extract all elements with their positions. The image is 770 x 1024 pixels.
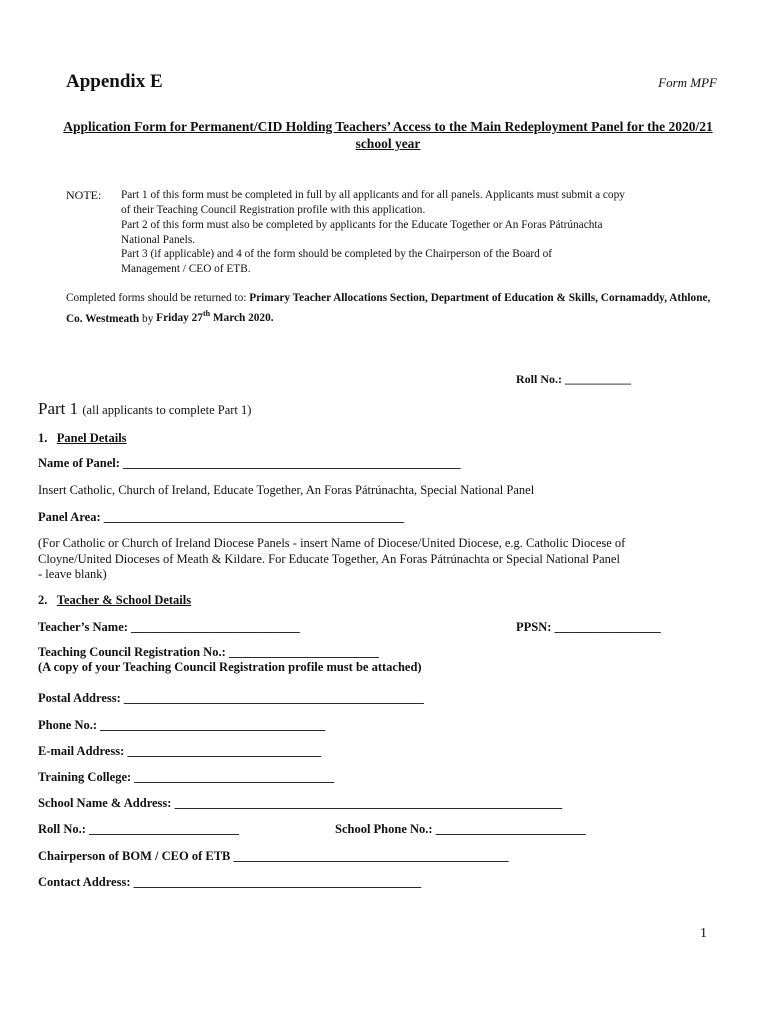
section1-heading <box>38 431 127 446</box>
note-line: Part 3 (if applicable) and 4 of the form should be completed by the Chairperson of the Board of <box>121 248 553 260</box>
contact-address-field[interactable]: Contact Address: ______________________________________________ <box>38 875 422 889</box>
return-address: Primary Teacher Allocations Section, Department of Education & Skills, Cornamaddy, Athlone, Co. Westmeath <box>66 292 711 325</box>
return-by: by <box>139 312 157 325</box>
part1-title: Part 1 <box>38 399 79 418</box>
postal-address-field[interactable]: Postal Address: ________________________________________________ <box>38 691 424 705</box>
phone-field[interactable]: Phone No.: ____________________________________ <box>38 718 326 732</box>
return-date-rest: March 2020. <box>210 312 274 325</box>
note-line: of their Teaching Council Registration profile with this application. <box>121 204 426 216</box>
page-number: 1 <box>700 926 707 941</box>
section1-number: 1. <box>38 431 48 445</box>
panel-area-hint: Cloyne/United Dioceses of Meath & Kildare. For Educate Together, An Foras Pátrúnachta or Special National Panel <box>38 552 620 566</box>
note-line: Part 1 of this form must be completed in full by all applicants and for all panels. Applicants must submit a copy <box>121 189 625 201</box>
note-label: NOTE: <box>66 188 102 202</box>
training-college-field[interactable]: Training College: ________________________________ <box>38 770 335 784</box>
note-line: Management / CEO of ETB. <box>121 263 251 275</box>
roll-no-field-top[interactable]: Roll No.: ___________ <box>516 372 631 386</box>
panel-area-field[interactable]: Panel Area: ________________________________________________ <box>38 510 404 524</box>
chairperson-field[interactable]: Chairperson of BOM / CEO of ETB ____________________________________________ <box>38 849 509 863</box>
ppsn-field[interactable]: PPSN: _________________ <box>516 620 661 634</box>
return-date-day: Friday 27 <box>156 312 203 325</box>
appendix-heading: Appendix E <box>66 71 163 92</box>
return-prefix: Completed forms should be returned to: <box>66 292 250 304</box>
section1-title: Panel Details <box>56 431 127 445</box>
return-date-suffix: th <box>202 309 211 319</box>
section2-number: 2. <box>38 593 48 607</box>
school-roll-no-field[interactable]: Roll No.: ________________________ <box>38 822 240 836</box>
part1-subtitle: (all applicants to complete Part 1) <box>82 403 252 417</box>
panel-name-hint: Insert Catholic, Church of Ireland, Educate Together, An Foras Pátrúnachta, Special National Panel <box>38 483 535 497</box>
form-title: Application Form for Permanent/CID Holding Teachers’ Access to the Main Redeployment Panel for the 2020/21 school year <box>63 119 713 151</box>
school-phone-field[interactable]: School Phone No.: ________________________ <box>335 822 586 836</box>
panel-name-field[interactable]: Name of Panel: ______________________________________________________ <box>38 456 461 470</box>
teacher-name-field[interactable]: Teacher’s Name: ___________________________ <box>38 620 300 634</box>
return-instructions <box>66 291 716 327</box>
part1-heading <box>38 399 251 419</box>
section2-heading <box>38 593 191 608</box>
panel-area-hint: - leave blank) <box>38 567 107 581</box>
teaching-council-note: (A copy of your Teaching Council Registration profile must be attached) <box>38 660 422 674</box>
school-name-address-field[interactable]: School Name & Address: ______________________________________________________________ <box>38 796 563 810</box>
section2-title: Teacher & School Details <box>56 593 192 607</box>
form-code: Form MPF <box>658 75 717 90</box>
return-date <box>156 309 274 325</box>
note-line: Part 2 of this form must also be completed by applicants for the Educate Together or An Foras Pátrúnachta <box>121 219 603 231</box>
email-field[interactable]: E-mail Address: _______________________________ <box>38 744 322 758</box>
note-line: National Panels. <box>121 234 196 246</box>
panel-area-hint: (For Catholic or Church of Ireland Diocese Panels - insert Name of Diocese/United Diocese, e.g. Catholic Diocese of <box>38 536 626 550</box>
teaching-council-reg-field[interactable]: Teaching Council Registration No.: ________________________ <box>38 645 379 659</box>
